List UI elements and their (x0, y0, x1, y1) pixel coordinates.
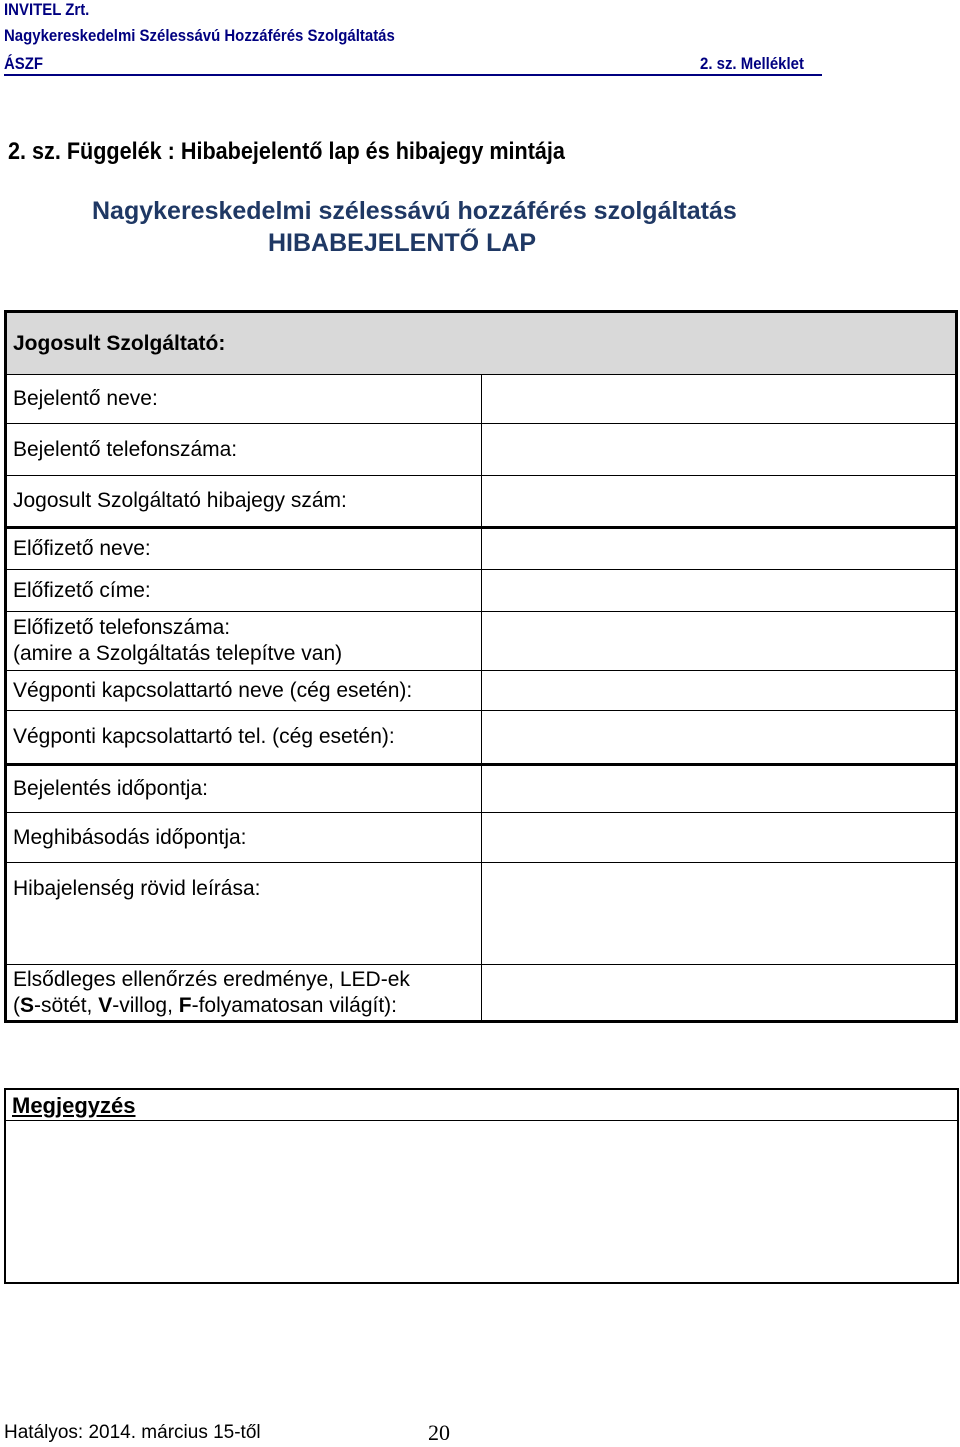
subscriber-address-label: Előfizető címe: (6, 570, 482, 612)
appendix-label: 2. sz. Melléklet (700, 54, 804, 73)
subscriber-name-field[interactable] (481, 528, 957, 570)
form-row (6, 765, 957, 813)
company-name: INVITEL Zrt. (4, 0, 90, 19)
fault-description-label: Hibajelenség rövid leírása: (6, 863, 482, 965)
subscriber-address-field[interactable] (481, 570, 957, 612)
led-check-label (6, 965, 482, 1022)
reporter-phone-field[interactable] (481, 424, 957, 476)
form-row (6, 528, 957, 570)
endpoint-contact-phone-label: Végponti kapcsolattartó tel. (cég esetén): (6, 711, 482, 765)
header-divider (4, 74, 822, 76)
document-subtitle: HIBABEJELENTŐ LAP (268, 229, 537, 257)
form-row (6, 863, 957, 965)
form-row (6, 612, 957, 671)
subscriber-phone-label (6, 612, 482, 671)
form-row (6, 711, 957, 765)
led-open: ( (13, 993, 20, 1017)
led-v-text: -villog, (112, 993, 179, 1017)
page-number: 20 (428, 1420, 450, 1445)
form-row (6, 570, 957, 612)
subscriber-phone-label-line1: Előfizető telefonszáma: (13, 616, 231, 639)
reporter-phone-label: Bejelentő telefonszáma: (6, 424, 482, 476)
report-time-field[interactable] (481, 765, 957, 813)
appendix-title: 2. sz. Függelék : Hibabejelentő lap és hibajegy mintája (8, 138, 565, 165)
subscriber-phone-label-line2: (amire a Szolgáltatás telepítve van) (13, 642, 343, 665)
led-f-text: -folyamatosan világít): (191, 993, 398, 1017)
led-v-key: V (98, 993, 113, 1017)
note-field[interactable] (6, 1121, 957, 1282)
form-row (6, 424, 957, 476)
note-box (4, 1088, 959, 1284)
led-s-text: -sötét, (34, 993, 99, 1017)
ticket-number-label: Jogosult Szolgáltató hibajegy szám: (6, 476, 482, 528)
reporter-name-label: Bejelentő neve: (6, 375, 482, 424)
doc-code: ÁSZF (4, 54, 44, 73)
fault-report-form (4, 310, 958, 1023)
led-check-field[interactable] (481, 965, 957, 1022)
form-row (6, 965, 957, 1022)
note-header (6, 1090, 957, 1121)
reporter-name-field[interactable] (481, 375, 957, 424)
fault-time-field[interactable] (481, 813, 957, 863)
endpoint-contact-name-field[interactable] (481, 671, 957, 711)
form-row (6, 476, 957, 528)
report-time-label: Bejelentés időpontja: (6, 765, 482, 813)
document-title: Nagykereskedelmi szélessávú hozzáférés szolgáltatás (92, 197, 737, 225)
provider-label: Jogosult Szolgáltató: (6, 312, 957, 375)
form-row (6, 671, 957, 711)
subscriber-name-label: Előfizető neve: (6, 528, 482, 570)
endpoint-contact-phone-field[interactable] (481, 711, 957, 765)
led-f-key: F (178, 993, 192, 1017)
subscriber-phone-field[interactable] (481, 612, 957, 671)
provider-row (6, 312, 957, 375)
fault-description-field[interactable] (481, 863, 957, 965)
led-check-label-line2 (13, 993, 475, 1019)
led-check-label-line1: Elsődleges ellenőrzés eredménye, LED-ek (13, 967, 410, 991)
fault-time-label: Meghibásodás időpontja: (6, 813, 482, 863)
led-s-key: S (20, 993, 35, 1017)
effective-date: Hatályos: 2014. március 15-től (4, 1422, 261, 1443)
form-row (6, 813, 957, 863)
form-row (6, 375, 957, 424)
endpoint-contact-name-label: Végponti kapcsolattartó neve (cég esetén): (6, 671, 482, 711)
note-title: Megjegyzés (12, 1093, 136, 1118)
ticket-number-field[interactable] (481, 476, 957, 528)
service-name: Nagykereskedelmi Szélessávú Hozzáférés Szolgáltatás (4, 26, 395, 45)
